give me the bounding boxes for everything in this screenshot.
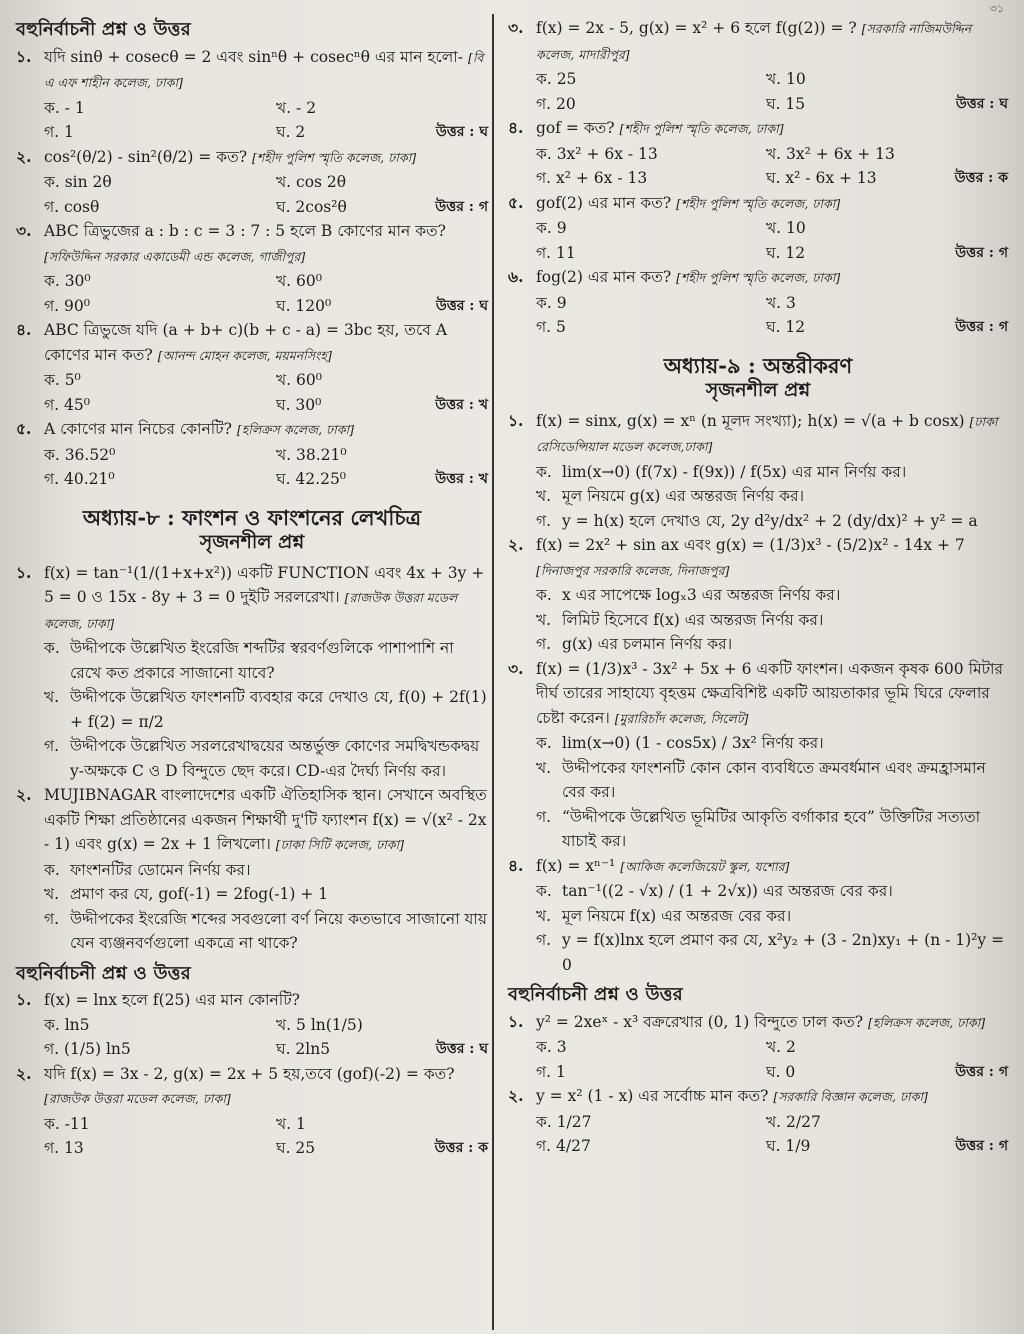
question-text [536, 409, 1008, 460]
chapter-9-title: অধ্যায়-৯ : অন্তরীকরণ [663, 352, 853, 378]
option: গ. 40.21⁰ [44, 470, 115, 488]
option: খ. 5 ln(1/5) [276, 1015, 363, 1034]
question-source: [মুরারিচাঁদ কলেজ, সিলেট] [614, 710, 749, 726]
question-text [44, 145, 488, 171]
mcq-list-1 [16, 45, 488, 492]
question-part [16, 882, 488, 907]
question-number: ৩. [508, 658, 524, 678]
option: খ. 38.21⁰ [276, 445, 347, 464]
part-label: গ. [536, 511, 552, 530]
part-text: tan⁻¹((2 - √x) / (1 + 2√x)) এর অন্তরজ বের কর। [562, 882, 893, 900]
mcq-question [16, 45, 488, 96]
mcq-heading-1: বহুনির্বাচনী প্রশ্ন ও উত্তর [16, 19, 191, 40]
mcq-options [16, 1013, 488, 1062]
option: ক. 30⁰ [44, 272, 91, 290]
question-part [16, 636, 488, 685]
option: ক. 5⁰ [44, 371, 81, 389]
question-stem: f(x) = 2x² + sin ax এবং g(x) = (1/3)x³ - (5/2)x² - 14x + 7 [536, 536, 965, 554]
question-source: [শহীদ পুলিশ স্মৃতি কলেজ, ঢাকা] [676, 195, 841, 211]
question-part [508, 879, 1008, 904]
question-number: ২. [508, 1086, 524, 1105]
question-source: [দিনাজপুর সরকারি কলেজ, দিনাজপুর] [536, 562, 730, 578]
option: খ. 10 [766, 219, 806, 237]
option: খ. cos 2θ [276, 173, 347, 191]
question-text [536, 1084, 1008, 1110]
part-label: ক. [44, 860, 60, 879]
question-source: [আকিজ কলেজিয়েট স্কুল, যশোর] [620, 858, 790, 874]
question-number: ৫. [16, 419, 32, 438]
option: ঘ. 1/9 [766, 1137, 811, 1155]
mcq-options [16, 443, 488, 492]
part-label: গ. [44, 909, 60, 928]
part-text: lim(x→0) (f(7x) - f(9x)) / f(5x) এর মান নির্ণয় কর। [562, 462, 907, 481]
option: খ. 2/27 [766, 1112, 821, 1131]
option-spacer [938, 1110, 1008, 1135]
question-part [16, 907, 488, 956]
answer-label: উত্তর : গ [955, 1138, 1008, 1154]
part-text: “উদ্দীপকে উল্লেখিত ভূমিটির আকৃতি বর্গাকার হবে” উক্তিটির সত্যতা যাচাই কর। [562, 807, 981, 850]
answer-label: উত্তর : গ [955, 1063, 1008, 1080]
part-text: g(x) এর চলমান নির্ণয় কর। [562, 635, 733, 653]
question-source: [শহীদ পুলিশ স্মৃতি কলেজ, ঢাকা] [251, 149, 417, 165]
option: ক. 3x² + 6x - 13 [536, 144, 658, 163]
part-text: y = h(x) হলে দেখাও যে, 2y d²y/dx² + 2 (dy/dx)² + y² = a [562, 511, 978, 530]
question-part [508, 583, 1008, 608]
question-stem: যদি sinθ + cosecθ = 2 এবং sinⁿθ + cosecⁿθ এর মান হলো- [44, 47, 468, 66]
question-source: [সরকারি নাজিমউদ্দিন কলেজ, মাদারীপুর] [536, 21, 972, 62]
question-number: ১. [508, 410, 524, 430]
question-text [536, 191, 1008, 217]
mcq-heading-3: বহুনির্বাচনী প্রশ্ন ও উত্তর [508, 984, 683, 1005]
part-label: গ. [536, 807, 552, 826]
option: ক. 1/27 [536, 1112, 592, 1131]
mcq-question [508, 116, 1008, 142]
option-spacer [418, 368, 488, 393]
part-text: উদ্দীপকে উল্লেখিত ফাংশনটি ব্যবহার করে দেখাও যে, f(0) + 2f(1) + f(2) = π/2 [70, 688, 487, 731]
question-text [536, 116, 1008, 142]
part-label: ক. [536, 462, 552, 481]
question-part [16, 685, 488, 734]
part-label: গ. [44, 737, 60, 755]
mcq-question [508, 191, 1008, 217]
part-label: ক. [536, 882, 552, 900]
question-number: ৪. [508, 855, 524, 875]
mcq-list-4 [508, 1010, 1008, 1159]
option: খ. 10 [766, 70, 806, 88]
question-number: ১. [16, 46, 32, 66]
option-spacer [418, 1112, 488, 1137]
answer-label: উত্তর : ঘ [435, 124, 488, 140]
question-source: [রাজউক উত্তরা মডেল কলেজ, ঢাকা] [44, 590, 458, 631]
option: ক. 9 [536, 293, 567, 312]
question-number: ৫. [508, 192, 524, 212]
mcq-list-3 [508, 16, 1008, 340]
page-number: ৩১ [989, 2, 1004, 15]
option-spacer [938, 142, 1008, 167]
question-source: [আনন্দ মোহন কলেজ, ময়মনসিংহ] [157, 347, 332, 363]
option: খ. 3 [766, 293, 796, 312]
question-stem: f(x) = xⁿ⁻¹ [536, 856, 621, 875]
mcq-question [16, 219, 488, 269]
mcq-question [16, 417, 488, 443]
option: ক. sin 2θ [44, 173, 112, 191]
part-text: উদ্দীপকের ইংরেজি শব্দের সবগুলো বর্ণ নিয়ে কতভাবে সাজানো যায় যেন ব্যঞ্জনবর্ণগুলো একত্রে না থাকে? [70, 909, 488, 952]
option: ক. - 1 [44, 98, 85, 117]
question-stem: cos²(θ/2) - sin²(θ/2) = কত? [44, 147, 252, 166]
part-label: খ. [44, 688, 60, 706]
mcq-options [16, 368, 488, 417]
question-text [536, 657, 1008, 732]
option-spacer [938, 216, 1008, 241]
mcq-question [508, 265, 1008, 291]
option: ঘ. 25 [276, 1139, 316, 1157]
part-text: উদ্দীপকে উল্লেখিত সরলরেখাদ্বয়ের অন্তর্ভুক্ত কোণের সমদ্বিখন্ডকদ্বয় y-অক্ষকে C ও D বিন্দুতে ছেদ করে। CD-এর দৈর্ঘ্য নির্ণয় কর। [70, 737, 480, 780]
question-stem: f(x) = (1/3)x³ - 3x² + 5x + 6 একটি ফাংশন। একজন কৃষক 600 মিটার দীর্ঘ তারের সাহায্যে বৃহত্তম ক্ষেত্রবিশিষ্ট একটি আয়তাকার ভূমি ঘিরে ফেলার চেষ্টা করেন। [536, 659, 1004, 727]
question-stem: y = x² (1 - x) এর সর্বোচ্চ মান কত? [536, 1087, 774, 1105]
mcq-list-2 [16, 988, 488, 1161]
question-text [44, 988, 488, 1013]
option: ক. ln5 [44, 1015, 90, 1034]
option: খ. 3x² + 6x + 13 [766, 144, 895, 163]
mcq-question [508, 16, 1008, 67]
chapter-8-subtitle: সৃজনশীল প্রশ্ন [199, 531, 305, 553]
option: ঘ. 2ln5 [276, 1040, 331, 1058]
option: ক. 25 [536, 70, 577, 88]
option: গ. 1 [536, 1062, 566, 1081]
option: ঘ. x² - 6x + 13 [766, 169, 877, 187]
mcq-options [16, 1112, 488, 1161]
question-part [508, 756, 1008, 805]
question-text [44, 45, 488, 96]
option: ঘ. 15 [766, 94, 806, 113]
option: ঘ. 30⁰ [276, 395, 322, 414]
question-source: [ঢাকা সিটি কলেজ, ঢাকা] [275, 837, 405, 852]
answer-label: উত্তর : ঘ [435, 1041, 488, 1057]
question-source: [হলিক্রস কলেজ, ঢাকা] [867, 1014, 986, 1030]
answer-label: উত্তর : ঘ [435, 297, 488, 314]
question-text [536, 265, 1008, 291]
option: গ. 45⁰ [44, 395, 90, 414]
question-text [536, 854, 1008, 880]
part-text: প্রমাণ কর যে, gof(-1) = 2fog(-1) + 1 [70, 885, 329, 903]
mcq-options [508, 291, 1008, 340]
mcq-options [508, 1110, 1008, 1159]
mcq-question [16, 988, 488, 1013]
part-label: খ. [536, 758, 552, 777]
question-number: ২. [508, 535, 524, 554]
question-number: ১. [16, 562, 32, 582]
option: গ. (1/5) ln5 [44, 1040, 131, 1058]
question-stem: f(x) = lnx হলে f(25) এর মান কোনটি? [44, 991, 300, 1009]
question-number: ২. [16, 1063, 32, 1083]
question-part [508, 731, 1008, 756]
part-label: খ. [44, 885, 60, 903]
question-number: ১. [16, 990, 32, 1009]
option-spacer [418, 443, 488, 468]
part-label: ক. [536, 586, 552, 604]
part-label: খ. [536, 906, 552, 925]
option: ঘ. 42.25⁰ [276, 470, 347, 488]
option-spacer [938, 291, 1008, 316]
mcq-options [16, 96, 488, 145]
part-text: উদ্দীপকের ফাংশনটি কোন কোন ব্যবধিতে ক্রমবর্ধমান এবং ক্রমহ্রাসমান বের কর। [562, 758, 986, 801]
creative-question [16, 783, 488, 858]
question-text [44, 783, 488, 858]
option-spacer [938, 67, 1008, 92]
chapter-9-subtitle: সৃজনশীল প্রশ্ন [705, 379, 811, 401]
answer-label: উত্তর : গ [955, 319, 1008, 335]
question-text [44, 1062, 488, 1112]
creative-question [508, 409, 1008, 460]
option: খ. - 2 [276, 98, 317, 117]
mcq-options [16, 269, 488, 318]
answer-label: উত্তর : খ [435, 471, 488, 487]
option-spacer [418, 1013, 488, 1038]
question-part [508, 805, 1008, 854]
question-stem: gof = কত? [536, 119, 620, 137]
question-source: [ঢাকা রেসিডেন্সিয়াল মডেল কলেজ,ঢাকা] [536, 413, 998, 454]
part-label: ক. [536, 734, 552, 752]
question-number: ৩. [508, 18, 524, 37]
option-spacer [938, 1035, 1008, 1060]
question-part [508, 460, 1008, 485]
option: ক. -11 [44, 1114, 90, 1133]
option: গ. x² + 6x - 13 [536, 169, 648, 187]
option: ঘ. 0 [766, 1062, 796, 1081]
question-text [44, 561, 488, 637]
option: ক. 9 [536, 219, 567, 237]
option: ঘ. 120⁰ [276, 296, 332, 315]
option: খ. 2 [766, 1038, 796, 1056]
question-part [508, 904, 1008, 929]
mcq-options [508, 1035, 1008, 1084]
answer-label: উত্তর : ক [954, 170, 1008, 186]
right-column [508, 16, 1008, 1159]
part-text: মূল নিয়মে f(x) এর অন্তরজ বের কর। [562, 906, 792, 925]
part-label: খ. [536, 610, 552, 629]
part-label: গ. [536, 931, 552, 949]
answer-label: উত্তর : গ [955, 244, 1008, 261]
question-text [536, 533, 1008, 583]
question-part [508, 484, 1008, 509]
question-text [44, 318, 488, 368]
question-number: ৬. [508, 267, 524, 286]
mcq-options [508, 67, 1008, 116]
mcq-options [508, 216, 1008, 265]
creative-question [508, 657, 1008, 732]
creative-question-list-9 [508, 409, 1008, 978]
option: ক. 36.52⁰ [44, 445, 116, 464]
mcq-question [508, 1084, 1008, 1110]
mcq-question [508, 1010, 1008, 1036]
question-text [536, 16, 1008, 67]
option-spacer [418, 170, 488, 195]
option: ঘ. 2cos²θ [276, 197, 347, 216]
question-source: [হলিক্রস কলেজ, ঢাকা] [236, 422, 354, 437]
question-number: ১. [508, 1011, 524, 1031]
question-part [508, 928, 1008, 977]
question-source: [সরকারি বিজ্ঞান কলেজ, ঢাকা] [773, 1089, 928, 1104]
question-part [16, 858, 488, 883]
option: খ. 1 [276, 1114, 306, 1133]
question-number: ৪. [16, 320, 32, 339]
answer-label: উত্তর : ঘ [955, 95, 1008, 112]
question-stem: y² = 2xeˣ - x³ বক্ররেখার (0, 1) বিন্দুতে ঢাল কত? [536, 1012, 868, 1031]
creative-question [16, 561, 488, 637]
question-source: [শহীদ পুলিশ স্মৃতি কলেজ, ঢাকা] [676, 270, 841, 285]
question-source: [বি এ এফ শাহীন কলেজ, ঢাকা] [44, 49, 484, 90]
option: গ. 4/27 [536, 1137, 591, 1155]
question-stem: MUJIBNAGAR বাংলাদেশের একটি ঐতিহাসিক স্থান। সেখানে অবস্থিত একটি শিক্ষা প্রতিষ্ঠানের একজন শিক্ষার্থী দু'টি ফ্যাংশন f(x) = √(x² - 2x - 1) এবং g(x) = 2x + 1 লিখলো। [44, 786, 487, 853]
creative-question [508, 854, 1008, 880]
part-text: ফাংশনটির ডোমেন নির্ণয় কর। [70, 860, 251, 879]
part-text: লিমিট হিসেবে f(x) এর অন্তরজ নির্ণয় কর। [562, 610, 824, 629]
answer-label: উত্তর : গ [435, 198, 488, 215]
part-text: y = f(x)lnx হলে প্রমাণ কর যে, x²y₂ + (3 - 2n)xy₁ + (n - 1)²y = 0 [562, 931, 1005, 974]
part-text: মূল নিয়মে g(x) এর অন্তরজ নির্ণয় কর। [562, 487, 805, 505]
part-label: গ. [536, 635, 552, 653]
question-part [508, 509, 1008, 534]
question-stem: ABC ত্রিভুজে যদি (a + b+ c)(b + c - a) = 3bc হয়, তবে A কোণের মান কত? [44, 321, 448, 364]
mcq-options [508, 142, 1008, 191]
mcq-question [16, 318, 488, 368]
question-stem: fog(2) এর মান কত? [536, 268, 677, 286]
question-source: [রাজউক উত্তরা মডেল কলেজ, ঢাকা] [44, 1091, 231, 1106]
part-text: lim(x→0) (1 - cos5x) / 3x² নির্ণয় কর। [562, 734, 824, 752]
question-source: [শহীদ পুলিশ স্মৃতি কলেজ, ঢাকা] [619, 121, 784, 136]
option-spacer [418, 269, 488, 294]
mcq-options [16, 170, 488, 219]
answer-label: উত্তর : খ [435, 396, 488, 413]
question-stem: f(x) = 2x - 5, g(x) = x² + 6 হলে f(g(2)) = ? [536, 19, 862, 37]
question-source: [সফিউদ্দিন সরকার একাডেমী এন্ড কলেজ, গাজীপুর] [44, 248, 306, 264]
part-text: উদ্দীপকে উল্লেখিত ইংরেজি শব্দটির স্বরবর্ণগুলিকে পাশাপাশি না রেখে কত প্রকারে সাজানো যাবে? [70, 639, 454, 682]
question-text [536, 1010, 1008, 1036]
option: গ. 13 [44, 1139, 84, 1157]
question-stem: f(x) = sinx, g(x) = xⁿ (n মূলদ সংখ্যা); h(x) = √(a + b cosx) [536, 411, 970, 430]
question-stem: gof(2) এর মান কত? [536, 193, 677, 212]
question-number: ৩. [16, 221, 32, 240]
option: খ. 60⁰ [276, 371, 322, 389]
option: ঘ. 12 [766, 243, 806, 262]
option: খ. 60⁰ [276, 272, 322, 290]
question-part [508, 632, 1008, 657]
mcq-heading-2: বহুনির্বাচনী প্রশ্ন ও উত্তর [16, 962, 191, 984]
option: গ. 11 [536, 243, 576, 262]
part-label: ক. [44, 639, 60, 657]
option: ঘ. 2 [276, 123, 306, 141]
question-number: ২. [16, 785, 32, 804]
answer-label: উত্তর : ক [434, 1140, 488, 1156]
question-stem: A কোণের মান নিচের কোনটি? [44, 420, 237, 438]
option: ক. 3 [536, 1038, 567, 1056]
question-number: ৪. [508, 118, 524, 137]
part-label: খ. [536, 487, 552, 505]
left-column [16, 16, 488, 1161]
question-stem: যদি f(x) = 3x - 2, g(x) = 2x + 5 হয়,তবে (gof)(-2) = কত? [44, 1064, 455, 1083]
chapter-8-title: অধ্যায়-৮ : ফাংশন ও ফাংশনের লেখচিত্র [82, 504, 422, 530]
option-spacer [418, 96, 488, 121]
question-part [16, 734, 488, 783]
option: গ. cosθ [44, 197, 100, 216]
question-number: ২. [16, 146, 32, 166]
mcq-question [16, 145, 488, 171]
mcq-question [16, 1062, 488, 1112]
question-stem: ABC ত্রিভুজের a : b : c = 3 : 7 : 5 হলে B কোণের মান কত? [44, 222, 446, 240]
option: গ. 90⁰ [44, 296, 90, 315]
creative-question [508, 533, 1008, 583]
question-stem: f(x) = tan⁻¹(1/(1+x+x²)) একটি FUNCTION এবং 4x + 3y + 5 = 0 ও 15x - 8y + 3 = 0 দুইটি সরলরেখা। [44, 563, 485, 606]
question-part [508, 608, 1008, 633]
part-text: x এর সাপেক্ষে logₓ3 এর অন্তরজ নির্ণয় কর। [562, 586, 841, 604]
option: ঘ. 12 [766, 318, 806, 336]
option: গ. 20 [536, 94, 576, 113]
option: গ. 1 [44, 123, 74, 141]
option: গ. 5 [536, 318, 566, 336]
question-text [44, 417, 488, 443]
column-divider [492, 14, 494, 1330]
creative-question-list-8 [16, 561, 488, 956]
question-text [44, 219, 488, 269]
